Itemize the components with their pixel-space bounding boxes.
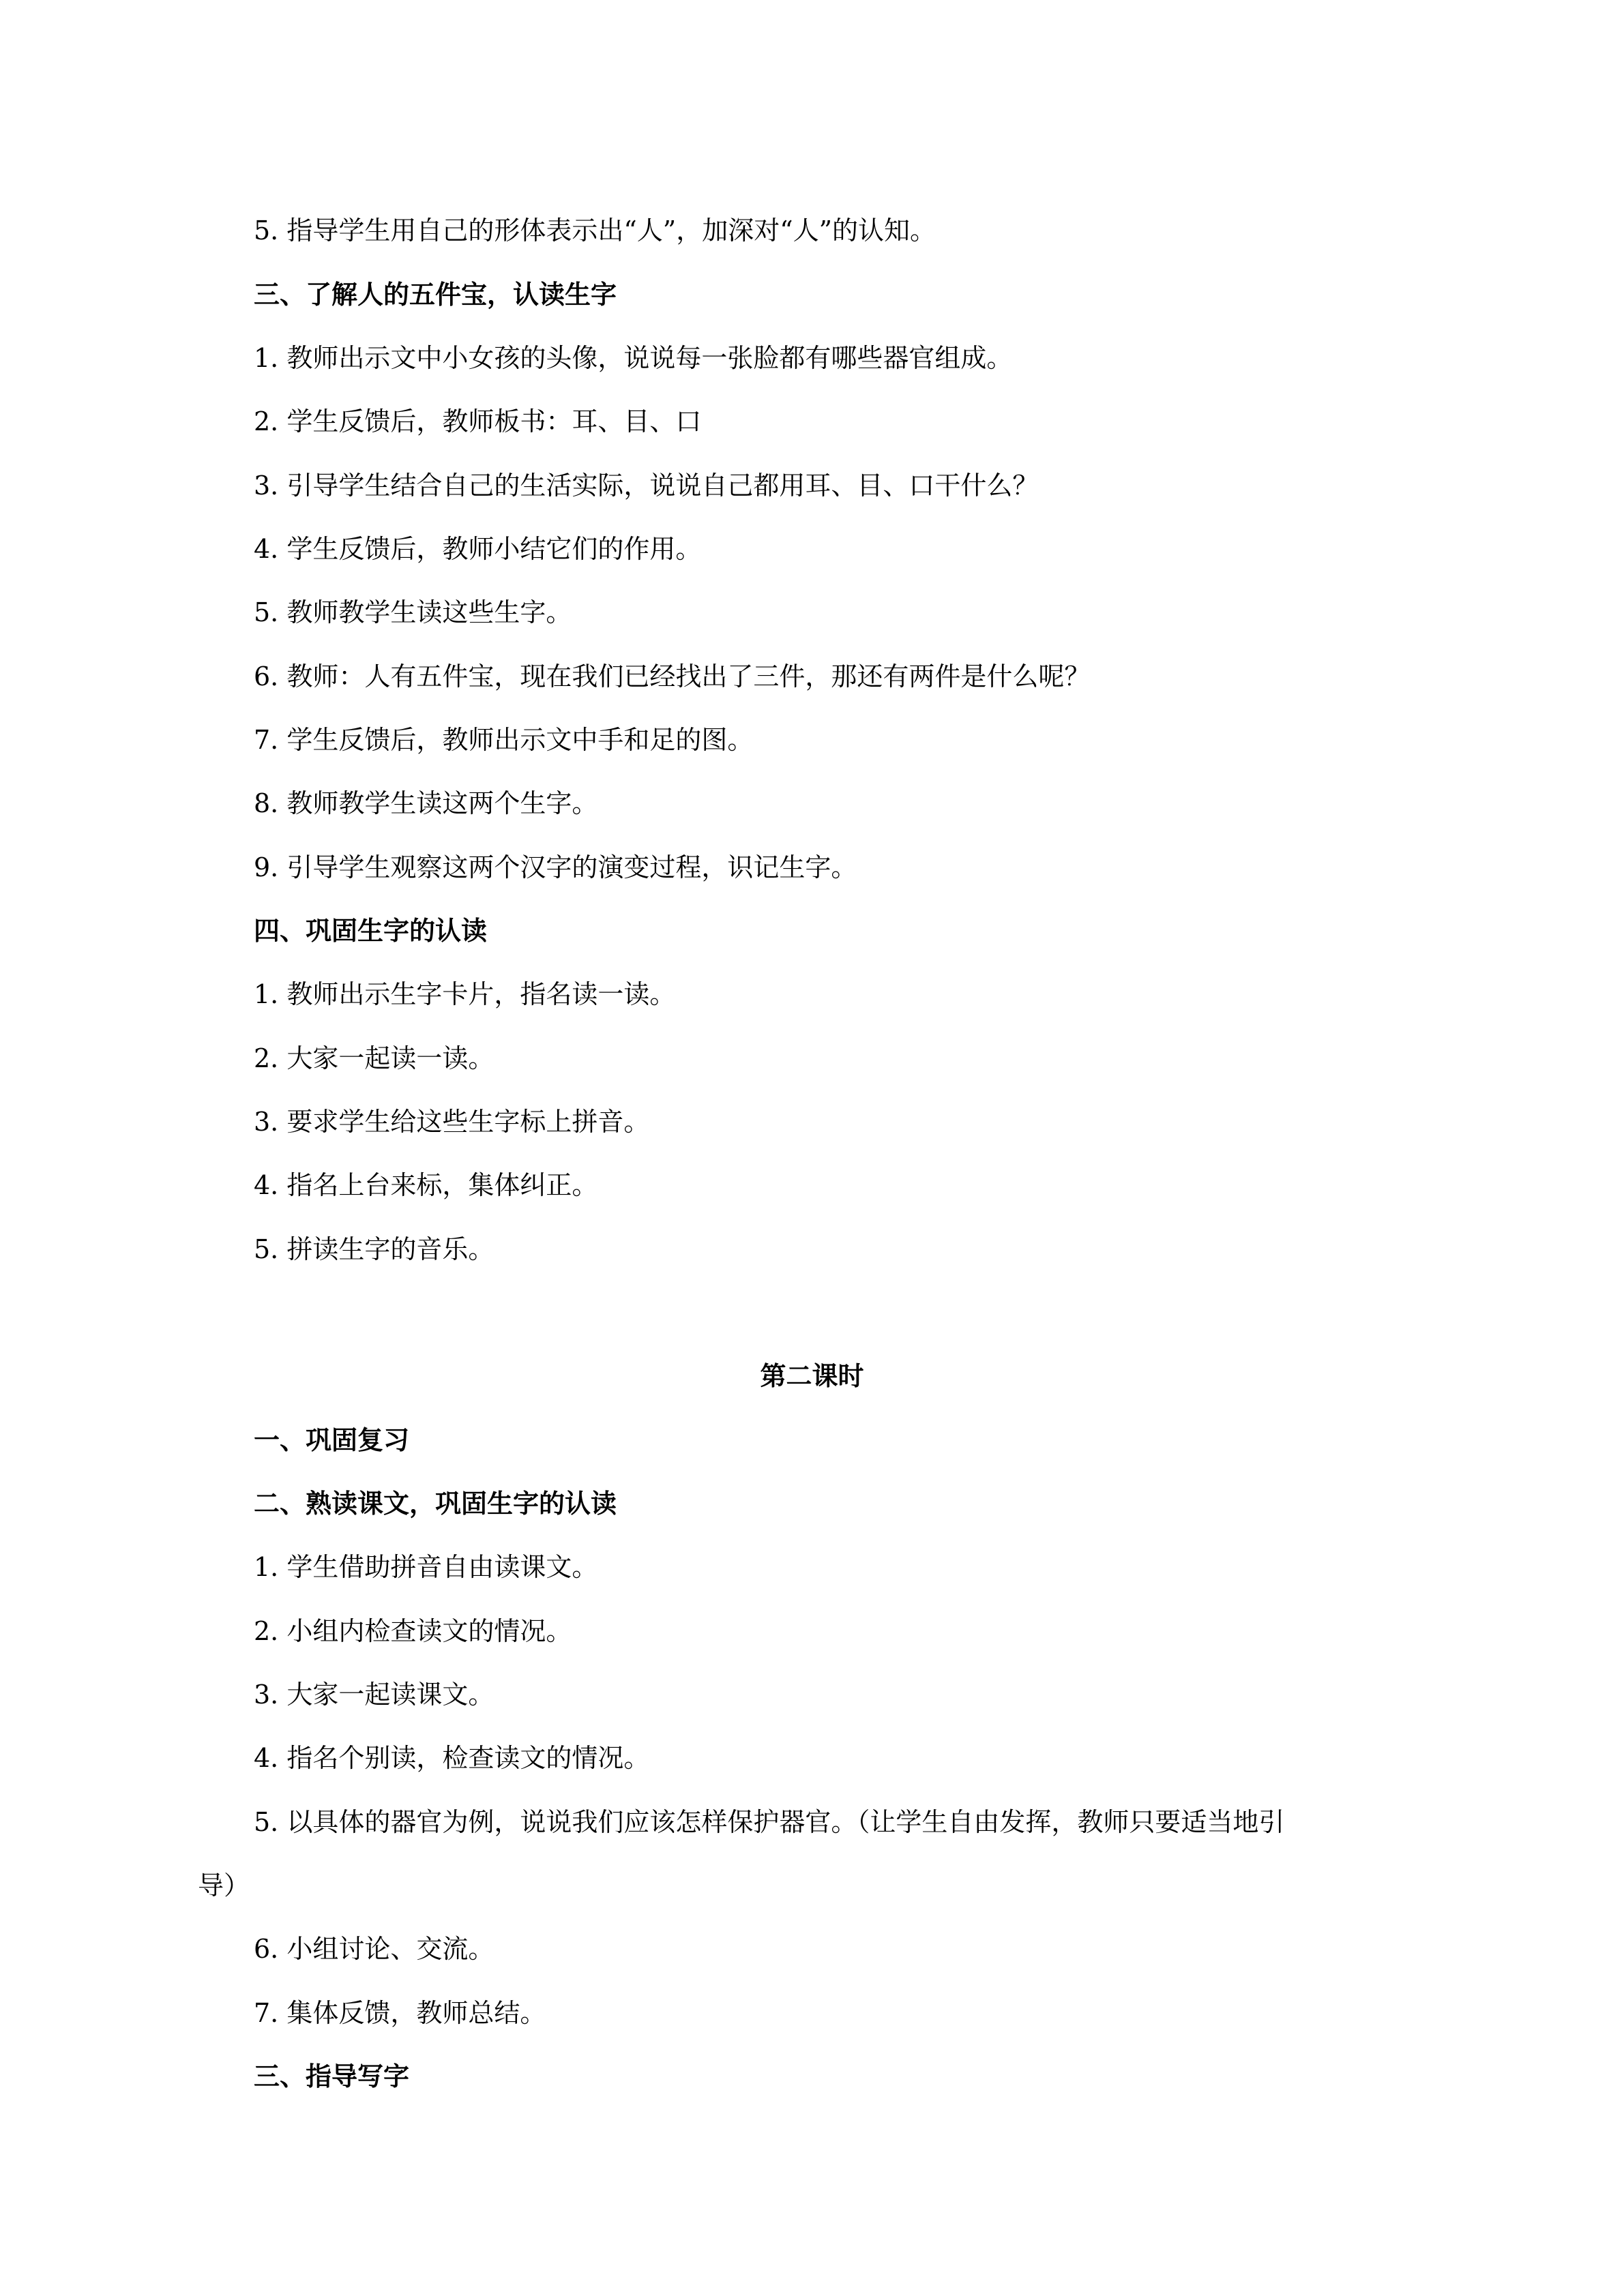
paragraph-s3-item-3: 3. 引导学生结合自己的生活实际，说说自己都用耳、目、口干什么？ [254,471,1039,501]
heading-section-three: 三、了解人的五件宝，认读生字 [254,279,617,310]
heading-section-four: 四、巩固生字的认读 [254,915,488,946]
heading-lesson-two-writing: 三、指导写字 [254,2061,410,2091]
paragraph-l2-item-4: 4. 指名个别读，检查读文的情况。 [254,1743,650,1773]
paragraph-s3-item-5: 5. 教师教学生读这些生字。 [254,597,572,627]
paragraph-l2-item-7: 7. 集体反馈，教师总结。 [254,1998,546,2028]
paragraph-s4-item-2: 2. 大家一起读一读。 [254,1043,494,1073]
paragraph-s4-item-5: 5. 拼读生字的音乐。 [254,1234,494,1264]
paragraph-s3-item-7: 7. 学生反馈后，教师出示文中手和足的图。 [254,725,754,755]
paragraph-s4-item-3: 3. 要求学生给这些生字标上拼音。 [254,1107,650,1137]
paragraph-s4-item-1: 1. 教师出示生字卡片，指名读一读。 [254,979,676,1009]
paragraph-l2-item-2: 2. 小组内检查读文的情况。 [254,1616,572,1646]
lesson-two-title: 第二课时 [760,1360,864,1391]
heading-lesson-two-review: 一、巩固复习 [254,1425,410,1455]
paragraph-s3-item-1: 1. 教师出示文中小女孩的头像，说说每一张脸都有哪些器官组成。 [254,343,1013,373]
paragraph-l2-item-3: 3. 大家一起读课文。 [254,1680,494,1710]
paragraph-l2-item-6: 6. 小组讨论、交流。 [254,1934,494,1964]
paragraph-s3-item-6: 6. 教师：人有五件宝，现在我们已经找出了三件，那还有两件是什么呢？ [254,661,1091,691]
paragraph-s4-item-4: 4. 指名上台来标，集体纠正。 [254,1170,598,1200]
paragraph-s3-item-8: 8. 教师教学生读这两个生字。 [254,788,598,818]
paragraph-s3-item-2: 2. 学生反馈后，教师板书：耳、目、口 [254,406,702,436]
paragraph-l2-item-1: 1. 学生借助拼音自由读课文。 [254,1552,598,1582]
paragraph-s1-item-5: 5. 指导学生用自己的形体表示出“人”，加深对“人”的认知。 [254,215,936,245]
paragraph-s3-item-9: 9. 引导学生观察这两个汉字的演变过程，识记生字。 [254,852,857,882]
paragraph-s3-item-4: 4. 学生反馈后，教师小结它们的作用。 [254,534,702,564]
heading-lesson-two-reading: 二、熟读课文，巩固生字的认读 [254,1488,617,1519]
paragraph-l2-item-5-line-2: 导） [198,1870,250,1900]
paragraph-l2-item-5-line-1: 5. 以具体的器官为例，说说我们应该怎样保护器官。（让学生自由发挥，教师只要适当地引 [254,1807,1285,1837]
